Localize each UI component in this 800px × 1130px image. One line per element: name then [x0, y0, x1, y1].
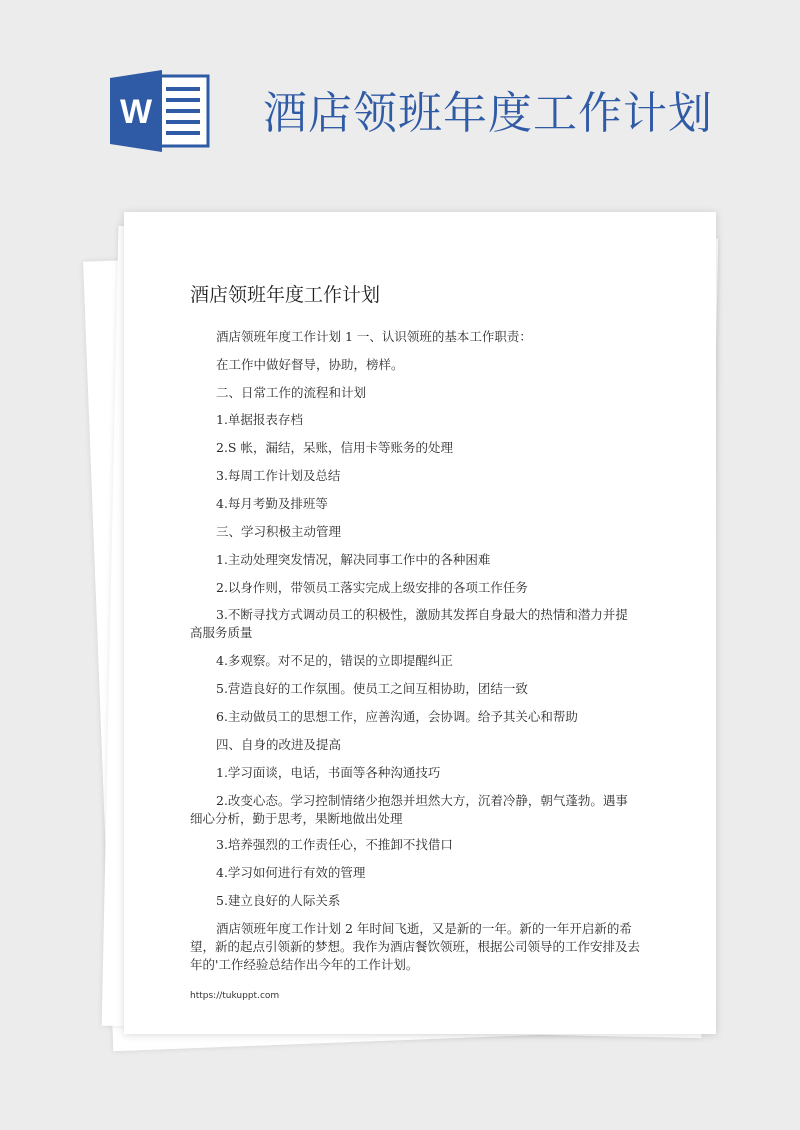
- paragraph: 1.学习面谈，电话，书面等各种沟通技巧: [216, 765, 441, 780]
- paragraph: 3.培养强烈的工作责任心，不推卸不找借口: [216, 837, 453, 852]
- paragraph: 二、日常工作的流程和计划: [216, 385, 367, 400]
- paragraph: 四、自身的改进及提高: [216, 737, 342, 752]
- word-logo-letter: W: [119, 93, 153, 131]
- paragraph: 3.每周工作计划及总结: [216, 468, 341, 483]
- paragraph: 2.S 帐，漏结，呆账，信用卡等账务的处理: [216, 440, 453, 455]
- paragraph: 4.每月考勤及排班等: [216, 496, 328, 511]
- paragraph: 4.多观察。对不足的，错误的立即提醒纠正: [216, 653, 453, 668]
- paragraph: 3.不断寻找方式调动员工的积极性，激励其发挥自身最大的热情和潜力并提高服务质量: [190, 607, 628, 640]
- paragraph: 6.主动做员工的思想工作，应善沟通，会协调。给予其关心和帮助: [216, 709, 578, 724]
- document-title: 酒店领班年度工作计划: [190, 284, 381, 306]
- header-title: 酒店领班年度工作计划: [263, 88, 713, 139]
- word-document-icon: [110, 70, 210, 152]
- paragraph: 在工作中做好督导，协助，榜样。: [216, 357, 404, 372]
- paragraph: 5.营造良好的工作氛围。使员工之间互相协助，团结一致: [216, 681, 528, 696]
- paragraph: 三、学习积极主动管理: [216, 524, 342, 539]
- paragraph: 酒店领班年度工作计划 1 一、认识领班的基本工作职责：: [216, 329, 532, 344]
- paragraph: 1.单据报表存档: [216, 412, 303, 427]
- paragraph: 2.以身作则，带领员工落实完成上级安排的各项工作任务: [216, 580, 528, 595]
- footer-url: https://tukuppt.com: [190, 991, 280, 1001]
- paragraph: 1.主动处理突发情况，解决同事工作中的各种困难: [216, 552, 491, 567]
- paragraph: 2.改变心态。学习控制情绪少抱怨并坦然大方，沉着冷静，朝气蓬勃。遇事细心分析，勤于思考，果断地做出处理: [190, 793, 628, 826]
- paragraph: 酒店领班年度工作计划 2 年时间飞逝，又是新的一年。新的一年开启新的希望，新的起点引领新的梦想。我作为酒店餐饮领班，根据公司领导的工作安排及去年的'工作经验总结作出今年的工作计划。: [190, 921, 641, 972]
- paragraph: 4.学习如何进行有效的管理: [216, 865, 366, 880]
- paragraph: 5.建立良好的人际关系: [216, 893, 341, 908]
